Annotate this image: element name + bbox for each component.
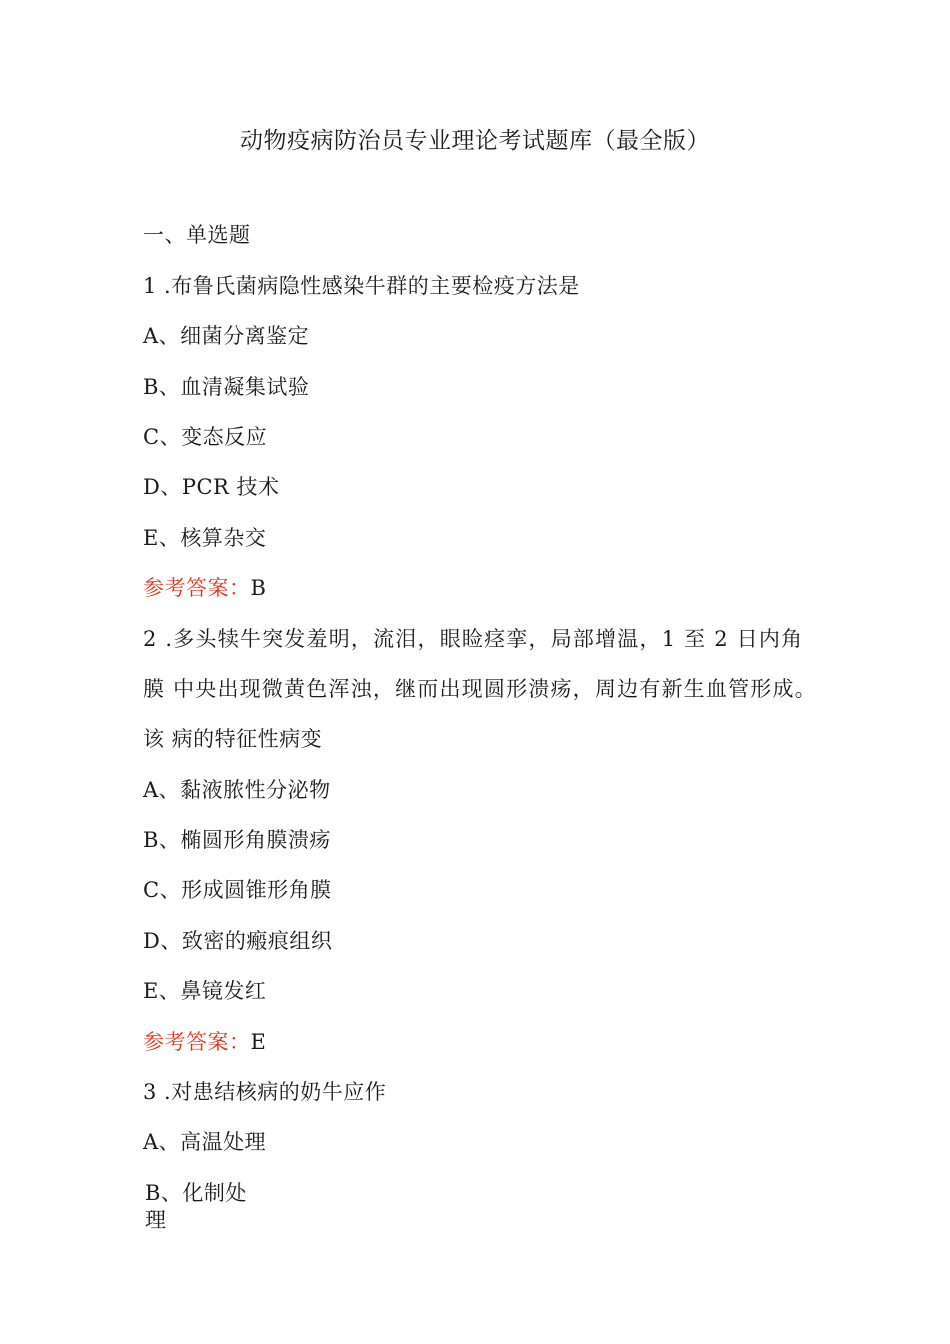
question-1-stem: 1 .布鲁氏菌病隐性感染牛群的主要检疫方法是: [143, 274, 580, 298]
question-1-option-d: D、PCR 技术: [143, 475, 280, 499]
question-1-answer: [143, 572, 266, 602]
question-3-option-a: A、高温处理: [143, 1130, 267, 1154]
question-3-option-b-wrap: 理: [145, 1208, 167, 1232]
question-1-option-b: B、血清凝集试验: [143, 375, 310, 399]
question-2-option-a: A、黏液脓性分泌物: [143, 778, 331, 802]
question-3-option-b: B、化制处: [145, 1181, 247, 1205]
question-2-option-d: D、致密的瘢痕组织: [143, 929, 333, 953]
document-title: 动物疫病防治员专业理论考试题库（最全版）: [240, 128, 710, 154]
answer-value: E: [250, 1030, 267, 1054]
question-2-option-e: E、鼻镜发红: [143, 979, 267, 1003]
answer-value: B: [250, 576, 267, 600]
question-2-stem-line-3: 该 病的特征性病变: [143, 727, 323, 751]
question-2-option-c: C、形成圆锥形角膜: [143, 878, 332, 902]
section-heading: 一、单选题: [143, 223, 251, 247]
question-1-option-a: A、细菌分离鉴定: [143, 324, 310, 348]
question-2-option-b: B、椭圆形角膜溃疡: [143, 828, 331, 852]
question-1-option-e: E、核算杂交: [143, 526, 267, 550]
question-2-stem-line-1: 2 .多头犊牛突发羞明，流泪，眼睑痉挛，局部增温，1 至 2 日内角: [143, 627, 804, 651]
question-2-stem-line-2: 膜 中央出现微黄色浑浊，继而出现圆形溃疡，周边有新生血管形成。: [143, 677, 817, 701]
question-3-stem: 3 .对患结核病的奶牛应作: [143, 1080, 387, 1104]
question-1-option-c: C、变态反应: [143, 425, 268, 449]
question-2-answer: [143, 1026, 266, 1056]
answer-label: 参考答案：: [143, 1030, 251, 1054]
answer-label: 参考答案：: [143, 576, 251, 600]
